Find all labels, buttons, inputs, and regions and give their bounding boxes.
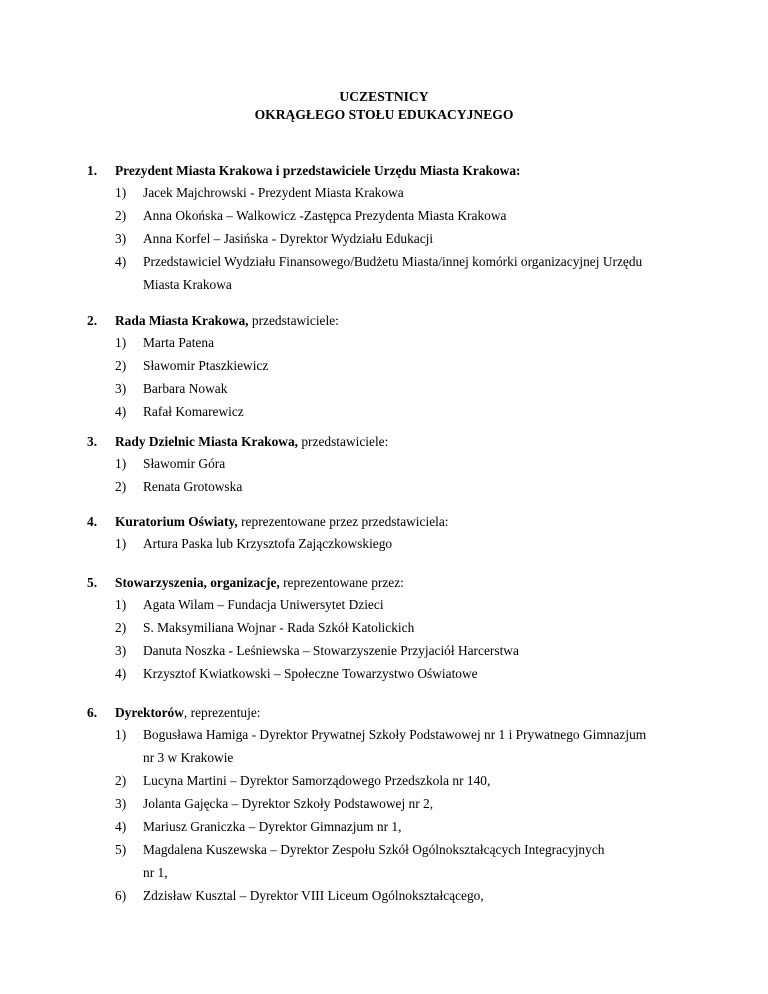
item-text: Przedstawiciel Wydziału Finansowego/Budżetu Miasta/innej komórki organizacyjnej Urzędu xyxy=(143,254,643,269)
item-text: Anna Korfel – Jasińska - Dyrektor Wydziału Edukacji xyxy=(143,231,434,246)
item-text: Krzysztof Kwiatkowski – Społeczne Towarzystwo Oświatowe xyxy=(143,666,478,681)
item-number: 6) xyxy=(115,888,127,903)
section-number: 5. xyxy=(87,575,98,590)
section-heading xyxy=(115,163,521,179)
document-title xyxy=(0,88,768,124)
section-number: 6. xyxy=(87,705,98,720)
item-number: 2) xyxy=(115,479,127,494)
section-heading xyxy=(115,313,339,329)
item-text: Danuta Noszka - Leśniewska – Stowarzyszenie Przyjaciół Harcerstwa xyxy=(143,643,519,658)
section-heading-bold: Stowarzyszenia, organizacje, xyxy=(115,575,280,590)
section-heading-bold: Rady Dzielnic Miasta Krakowa, xyxy=(115,434,298,449)
item-number: 3) xyxy=(115,796,127,811)
section-heading-rest: reprezentowane przez przedstawiciela: xyxy=(237,514,449,529)
title-line-1: UCZESTNICY xyxy=(339,89,429,104)
item-continuation: nr 3 w Krakowie xyxy=(143,750,234,765)
item-text: Marta Patena xyxy=(143,335,215,350)
item-text: S. Maksymiliana Wojnar - Rada Szkół Katolickich xyxy=(143,620,415,635)
item-text: Bogusława Hamiga - Dyrektor Prywatnej Szkoły Podstawowej nr 1 i Prywatnego Gimnazjum xyxy=(143,727,647,742)
section-heading-rest: , reprezentuje: xyxy=(183,705,261,720)
item-text: Renata Grotowska xyxy=(143,479,243,494)
item-continuation: nr 1, xyxy=(143,865,168,880)
item-text: Sławomir Góra xyxy=(143,456,226,471)
item-text: Artura Paska lub Krzysztofa Zajączkowskiego xyxy=(143,536,393,551)
section-heading xyxy=(115,514,449,530)
item-text: Anna Okońska – Walkowicz -Zastępca Prezydenta Miasta Krakowa xyxy=(143,208,507,223)
item-number: 1) xyxy=(115,185,127,200)
item-number: 2) xyxy=(115,620,127,635)
item-number: 2) xyxy=(115,773,127,788)
section-heading-rest: przedstawiciele: xyxy=(248,313,339,328)
section-heading-rest: reprezentowane przez: xyxy=(279,575,404,590)
item-number: 2) xyxy=(115,208,127,223)
item-number: 3) xyxy=(115,381,127,396)
item-text: Sławomir Ptaszkiewicz xyxy=(143,358,269,373)
item-number: 3) xyxy=(115,231,127,246)
item-text: Barbara Nowak xyxy=(143,381,228,396)
section-heading xyxy=(115,705,261,721)
item-number: 1) xyxy=(115,335,127,350)
item-number: 1) xyxy=(115,536,127,551)
section-heading-rest: przedstawiciele: xyxy=(298,434,389,449)
item-text: Jolanta Gajęcka – Dyrektor Szkoły Podstawowej nr 2, xyxy=(143,796,434,811)
section-heading xyxy=(115,434,388,450)
item-text: Rafał Komarewicz xyxy=(143,404,244,419)
section-heading-bold: Kuratorium Oświaty, xyxy=(115,514,238,529)
item-number: 4) xyxy=(115,666,127,681)
item-text: Lucyna Martini – Dyrektor Samorządowego Przedszkola nr 140, xyxy=(143,773,491,788)
item-text: Zdzisław Kusztal – Dyrektor VIII Liceum Ogólnokształcącego, xyxy=(143,888,484,903)
section-number: 4. xyxy=(87,514,98,529)
item-number: 4) xyxy=(115,254,127,269)
item-number: 2) xyxy=(115,358,127,373)
section-heading-bold: Rada Miasta Krakowa, xyxy=(115,313,249,328)
item-text: Mariusz Graniczka – Dyrektor Gimnazjum nr 1, xyxy=(143,819,402,834)
item-number: 3) xyxy=(115,643,127,658)
section-number: 1. xyxy=(87,163,98,178)
item-text: Magdalena Kuszewska – Dyrektor Zespołu Szkół Ogólnokształcących Integracyjnych xyxy=(143,842,605,857)
section-number: 3. xyxy=(87,434,98,449)
item-number: 4) xyxy=(115,819,127,834)
item-number: 1) xyxy=(115,597,127,612)
item-number: 1) xyxy=(115,456,127,471)
item-number: 4) xyxy=(115,404,127,419)
item-text: Jacek Majchrowski - Prezydent Miasta Krakowa xyxy=(143,185,404,200)
section-heading-bold: Dyrektorów xyxy=(115,705,184,720)
title-line-2: OKRĄGŁEGO STOŁU EDUKACYJNEGO xyxy=(254,107,514,122)
item-continuation: Miasta Krakowa xyxy=(143,277,232,292)
item-text: Agata Wilam – Fundacja Uniwersytet Dzieci xyxy=(143,597,384,612)
item-number: 5) xyxy=(115,842,127,857)
item-number: 1) xyxy=(115,727,127,742)
section-heading-bold: Prezydent Miasta Krakowa i przedstawiciele Urzędu Miasta Krakowa: xyxy=(115,163,521,178)
section-number: 2. xyxy=(87,313,98,328)
section-heading xyxy=(115,575,404,591)
